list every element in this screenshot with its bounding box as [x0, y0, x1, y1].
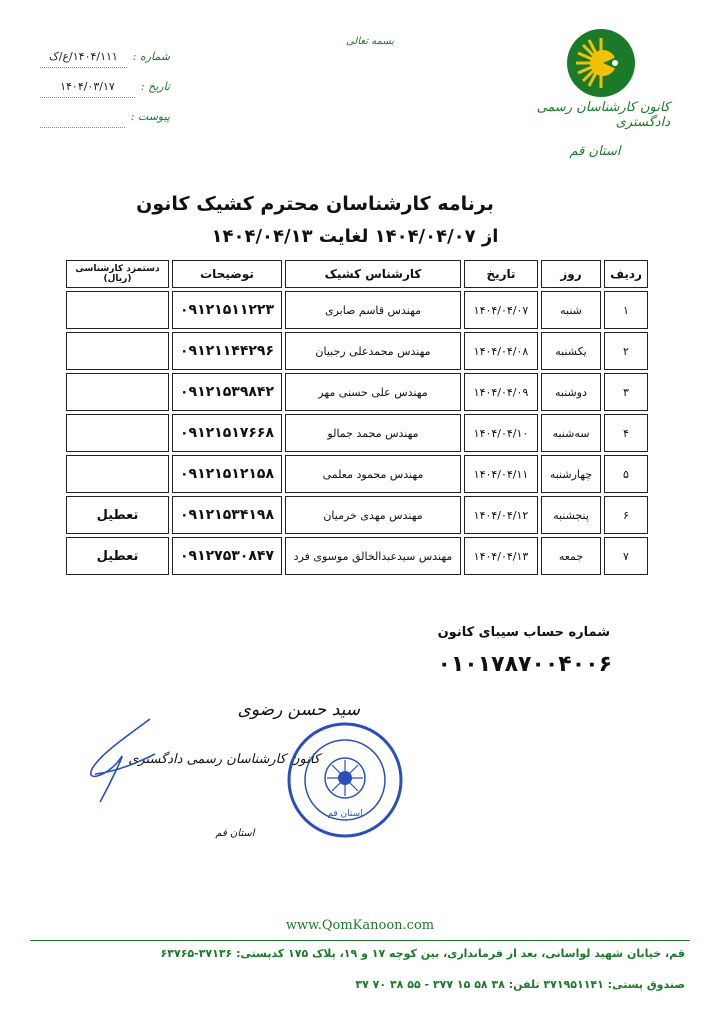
table-row — [66, 537, 648, 575]
signer-province: استان قم — [215, 828, 255, 839]
cell-date: ۱۴۰۴/۰۴/۱۰ — [464, 414, 538, 452]
account-label: شماره حساب سیبای کانون — [437, 625, 610, 640]
table-row — [66, 373, 648, 411]
letter-attachment — [40, 110, 170, 128]
duty-schedule-table — [63, 257, 651, 578]
stamp-bottom-text: استان قم — [327, 809, 363, 819]
signer-name: سید حسن رضوی — [237, 700, 360, 720]
letter-number-label: شماره : — [132, 50, 170, 63]
table-row — [66, 496, 648, 534]
cell-day: پنجشنبه — [541, 496, 601, 534]
letter-attachment-label: پیوست : — [130, 110, 170, 123]
official-stamp — [285, 720, 405, 840]
cell-phone: ۰۹۱۲۷۵۳۰۸۴۷ — [172, 537, 282, 575]
cell-fee — [66, 373, 169, 411]
cell-row-number: ۴ — [604, 414, 648, 452]
document-title: برنامه کارشناسان محترم کشیک کانون — [136, 193, 494, 215]
cell-row-number: ۷ — [604, 537, 648, 575]
cell-fee: تعطیل — [66, 537, 169, 575]
cell-expert: مهندس محمدعلی رجبیان — [285, 332, 461, 370]
cell-day: جمعه — [541, 537, 601, 575]
document-subtitle: از ۱۴۰۴/۰۴/۰۷ لغایت ۱۴۰۴/۰۴/۱۳ — [211, 226, 499, 247]
header-date: تاریخ — [464, 260, 538, 288]
kanoon-logo — [566, 28, 636, 98]
footer-contact: صندوق پستی: ۳۷۱۹۵۱۱۴۱ تلفن: ۳۸ ۵۸ ۱۵ ۳۷۷ - ۵۵ ۳۸ ۷۰ ۳۷ — [355, 978, 685, 991]
cell-day: یکشنبه — [541, 332, 601, 370]
cell-day: سه‌شنبه — [541, 414, 601, 452]
cell-phone: ۰۹۱۲۱۵۱۲۱۵۸ — [172, 455, 282, 493]
header-expert: کارشناس کشیک — [285, 260, 461, 288]
table-row — [66, 414, 648, 452]
cell-expert: مهندس علی حسنی مهر — [285, 373, 461, 411]
cell-row-number: ۳ — [604, 373, 648, 411]
footer-address: قم، خیابان شهید لواسانی، بعد از فرمانداری، بین کوچه ۱۷ و ۱۹، پلاک ۱۷۵ کدپستی: ۳۷۱۳۶-۶۳۷۶۵ — [160, 947, 685, 960]
cell-day: شنبه — [541, 291, 601, 329]
header-day: روز — [541, 260, 601, 288]
cell-expert: مهندس محمود معلمی — [285, 455, 461, 493]
cell-expert: مهندس سیدعبدالخالق موسوی فرد — [285, 537, 461, 575]
cell-phone: ۰۹۱۲۱۵۳۴۱۹۸ — [172, 496, 282, 534]
cell-date: ۱۴۰۴/۰۴/۱۳ — [464, 537, 538, 575]
cell-row-number: ۱ — [604, 291, 648, 329]
cell-row-number: ۵ — [604, 455, 648, 493]
letter-number-value: ۱۴۰۴/۱۱۱/ع/ک — [40, 50, 127, 68]
cell-date: ۱۴۰۴/۰۴/۰۸ — [464, 332, 538, 370]
cell-day: دوشنبه — [541, 373, 601, 411]
table-row — [66, 455, 648, 493]
cell-phone: ۰۹۱۲۱۵۳۹۸۴۲ — [172, 373, 282, 411]
handwritten-signature — [80, 714, 160, 806]
table-row — [66, 291, 648, 329]
cell-phone: ۰۹۱۲۱۵۱۷۶۶۸ — [172, 414, 282, 452]
letter-date — [40, 80, 170, 98]
cell-row-number: ۶ — [604, 496, 648, 534]
letter-number — [40, 50, 170, 68]
cell-fee — [66, 455, 169, 493]
table-row — [66, 332, 648, 370]
signer-org: کانون کارشناسان رسمی دادگستری — [128, 752, 320, 767]
cell-fee: تعطیل — [66, 496, 169, 534]
cell-phone: ۰۹۱۲۱۵۱۱۲۲۳ — [172, 291, 282, 329]
letter-attachment-value — [40, 110, 125, 128]
cell-date: ۱۴۰۴/۰۴/۰۷ — [464, 291, 538, 329]
website: www.QomKanoon.com — [285, 918, 435, 933]
cell-date: ۱۴۰۴/۰۴/۱۱ — [464, 455, 538, 493]
table-header-row — [66, 260, 648, 288]
org-province: استان قم — [569, 144, 621, 159]
cell-fee — [66, 414, 169, 452]
cell-fee — [66, 332, 169, 370]
header-fee: دستمزد کارشناسی (ریال) — [66, 260, 169, 288]
account-number: ۰۱۰۱۷۸۷۰۰۴۰۰۶ — [437, 652, 612, 677]
cell-row-number: ۲ — [604, 332, 648, 370]
cell-day: چهارشنبه — [541, 455, 601, 493]
letter-date-value: ۱۴۰۴/۰۳/۱۷ — [40, 80, 135, 98]
cell-expert: مهندس محمد جمالو — [285, 414, 461, 452]
header-row-number: ردیف — [604, 260, 648, 288]
cell-fee — [66, 291, 169, 329]
cell-date: ۱۴۰۴/۰۴/۱۲ — [464, 496, 538, 534]
basmala: بسمه تعالی — [345, 36, 395, 47]
footer-divider — [30, 940, 690, 941]
letter-date-label: تاریخ : — [140, 80, 170, 93]
cell-expert: مهندس مهدی خرمیان — [285, 496, 461, 534]
org-name: کانون کارشناسان رسمی دادگستری — [536, 100, 670, 130]
cell-date: ۱۴۰۴/۰۴/۰۹ — [464, 373, 538, 411]
cell-expert: مهندس قاسم صابری — [285, 291, 461, 329]
header-description: توضیحات — [172, 260, 282, 288]
cell-phone: ۰۹۱۲۱۱۴۴۲۹۶ — [172, 332, 282, 370]
